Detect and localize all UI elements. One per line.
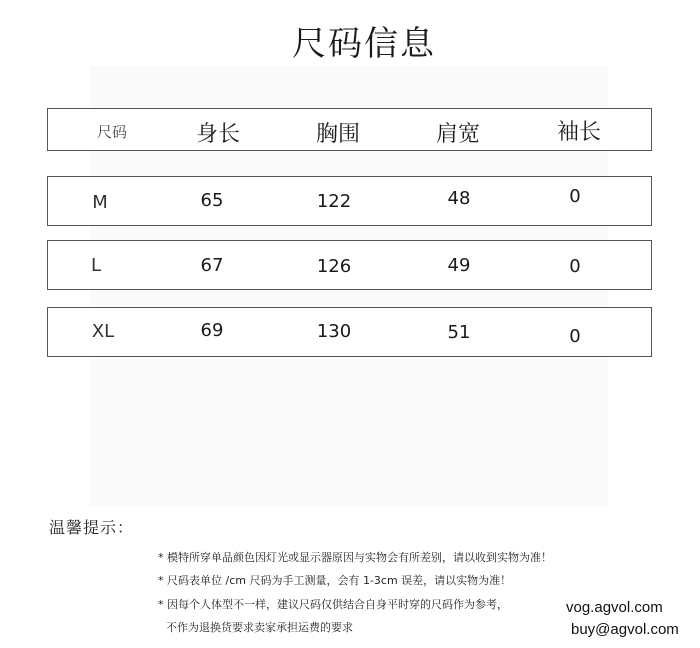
watermark-email: buy@agvol.com (571, 621, 679, 638)
header-size: 尺码 (96, 123, 128, 141)
size-label: XL (91, 321, 115, 342)
watermark-site: vog.agvol.com (566, 599, 663, 616)
table-row (47, 176, 652, 226)
chest-value: 126 (316, 256, 352, 277)
header-sleeve: 袖长 (556, 120, 602, 145)
tip-item: * 模特所穿单品颜色因灯光或显示器原因与实物会有所差别，请以收到实物为准！ (158, 551, 552, 564)
shoulder-value: 48 (447, 188, 471, 209)
header-length: 身长 (195, 122, 241, 147)
shoulder-value: 49 (447, 255, 471, 276)
table-row (47, 307, 652, 357)
sleeve-value: 0 (569, 256, 581, 277)
tip-item: * 尺码表单位 /cm 尺码为手工测量，会有 1-3cm 误差，请以实物为准！ (158, 574, 512, 587)
size-label: M (92, 192, 108, 213)
chest-value: 122 (316, 191, 352, 212)
sleeve-value: 0 (569, 186, 581, 207)
tip-item: 不作为退换货要求卖家承担运费的要求 (166, 621, 353, 634)
size-table-header (47, 108, 652, 151)
chest-value: 130 (316, 321, 352, 342)
table-row (47, 240, 652, 290)
length-value: 65 (200, 190, 224, 211)
page-title: 尺码信息 (292, 24, 436, 64)
tips-title: 温馨提示： (49, 518, 135, 537)
length-value: 67 (200, 255, 224, 276)
shoulder-value: 51 (447, 322, 471, 343)
tip-item: * 因每个人体型不一样，建议尺码仅供结合自身平时穿的尺码作为参考， (158, 598, 508, 611)
length-value: 69 (200, 320, 224, 341)
header-chest: 胸围 (315, 122, 361, 147)
header-shoulder: 肩宽 (435, 122, 481, 147)
size-label: L (90, 255, 102, 276)
sleeve-value: 0 (569, 326, 581, 347)
